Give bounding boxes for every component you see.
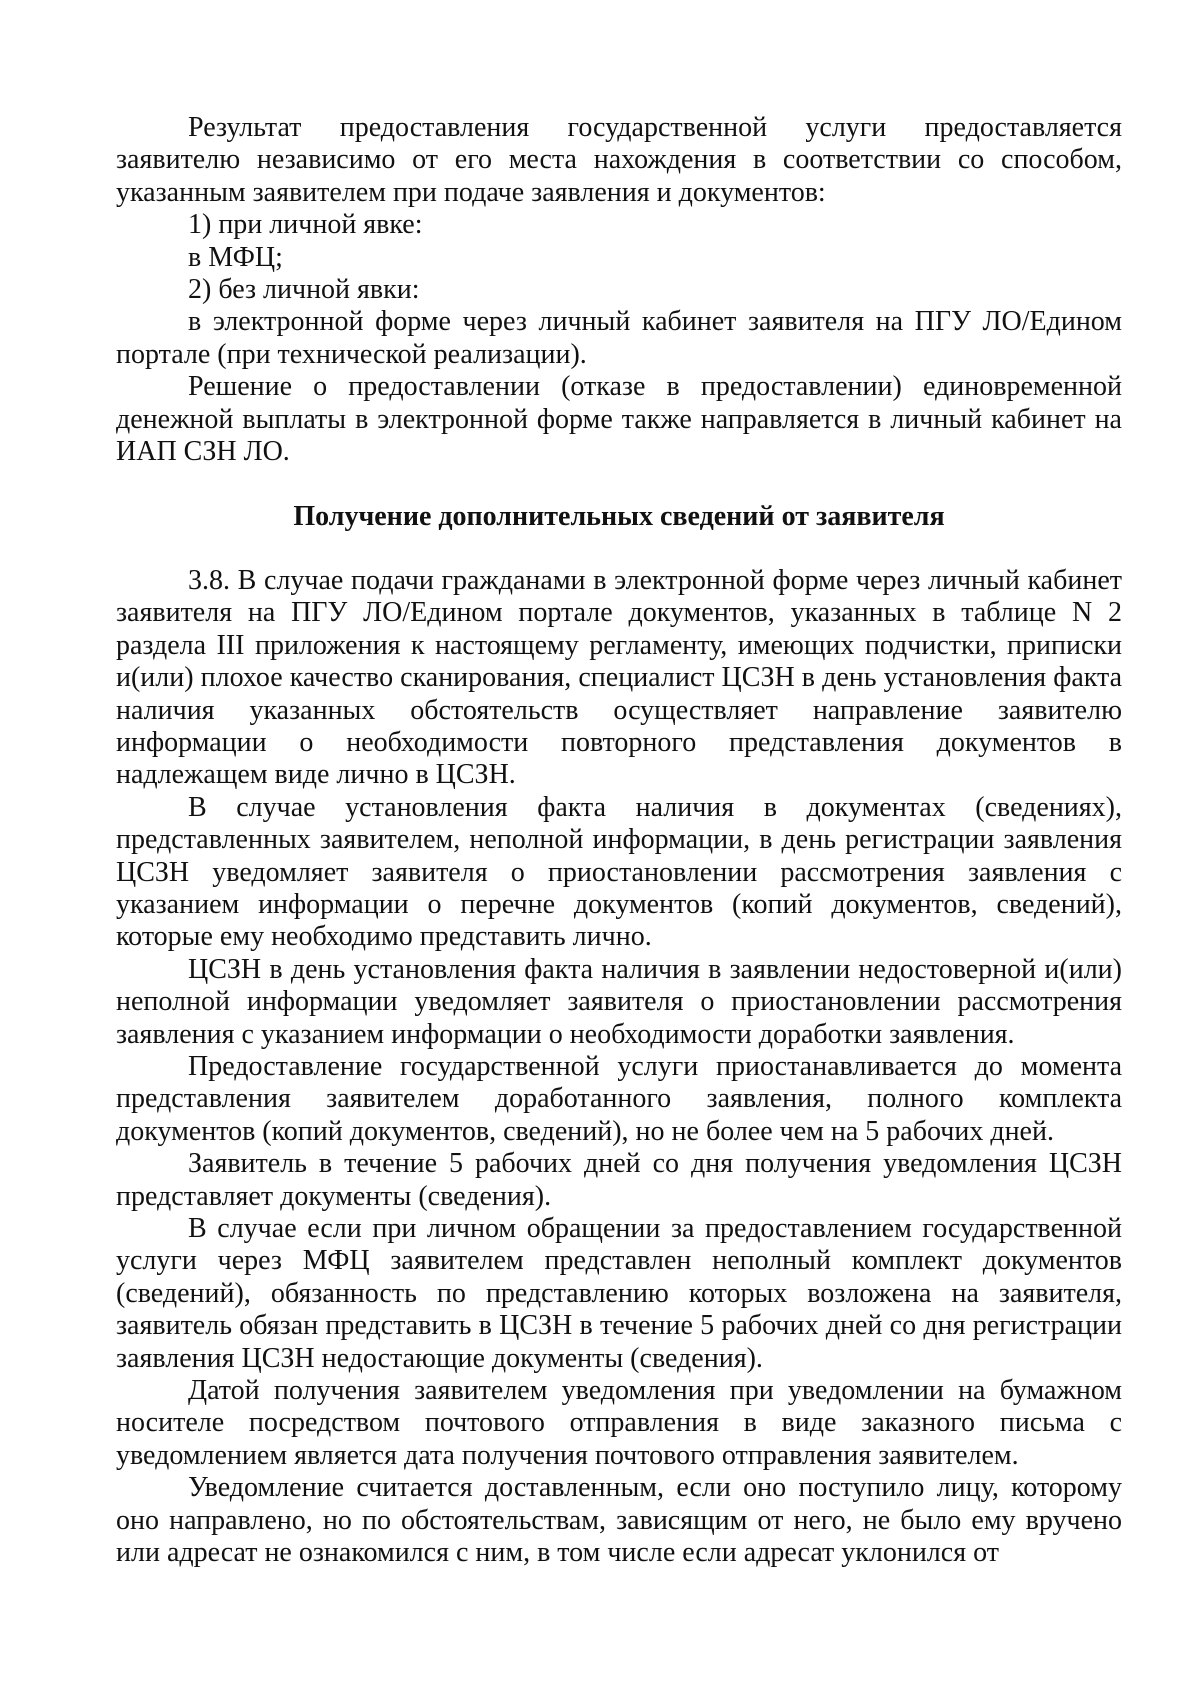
paragraph-3-8: 3.8. В случае подачи гражданами в электронной форме через личный кабинет заявителя на ПГУ ЛО/Едином портале документов, указанных в таблице N 2 раздела III приложения к настоящему регламенту, имеющих подчистки, приписки и(или) плохое качество сканирования, специалист ЦСЗН в день установления факта наличия указанных обстоятельств осуществляет направление заявителю информации о необходимости повторного представления документов в надлежащем виде лично в ЦСЗН. bbox=[116, 564, 1122, 791]
spacer bbox=[116, 534, 1122, 565]
paragraph-notification-delivered: Уведомление считается доставленным, если оно поступило лицу, которому оно направлено, но по обстоятельствам, зависящим от него, не было ему вручено или адресат не ознакомился с ним, в том числе если адресат уклонился от bbox=[116, 1472, 1122, 1569]
paragraph-suspension: Предоставление государственной услуги приостанавливается до момента представления заявителем доработанного заявления, полного комплекта документов (копий документов, сведений), но не более чем на 5 рабочих дней. bbox=[116, 1050, 1122, 1147]
paragraph-no-personal-visit: 2) без личной явки: bbox=[188, 274, 420, 306]
paragraph-incomplete-info: В случае установления факта наличия в документах (сведениях), представленных заявителем, неполной информации, в день регистрации заявления ЦСЗН уведомляет заявителя о приостановлении рассмотрения заявления с указанием информации о перечне документов (копий документов, сведений), которые ему необходимо представить лично. bbox=[116, 791, 1122, 953]
spacer bbox=[116, 468, 1122, 501]
paragraph-applicant-submits: Заявитель в течение 5 рабочих дней со дня получения уведомления ЦСЗН представляет документы (сведения). bbox=[116, 1148, 1122, 1212]
paragraph-personal-visit: 1) при личной явке: bbox=[188, 209, 423, 241]
paragraph-unreliable-info: ЦСЗН в день установления факта наличия в заявлении недостоверной и(или) неполной информации уведомляет заявителя о приостановлении рассмотрения заявления с указанием информации о необходимости доработки заявления. bbox=[116, 953, 1122, 1050]
paragraph-result: Результат предоставления государственной услуги предоставляется заявителю независимо от его места нахождения в соответствии со способом, указанным заявителем при подаче заявления и документов: bbox=[116, 112, 1122, 208]
section-heading: Получение дополнительных сведений от заявителя bbox=[293, 501, 945, 533]
document-page bbox=[116, 112, 1122, 1569]
paragraph-mfc-incomplete: В случае если при личном обращении за предоставлением государственной услуги через МФЦ заявителем представлен неполный комплект документов (сведений), обязанность по представлению которых возложена на заявителя, заявитель обязан представить в ЦСЗН в течение 5 рабочих дней со дня регистрации заявления ЦСЗН недостающие документы (сведения). bbox=[116, 1213, 1122, 1374]
paragraph-notification-date: Датой получения заявителем уведомления при уведомлении на бумажном носителе посредством почтового отправления в виде заказного письма с уведомлением является дата получения почтового отправления заявителем. bbox=[116, 1375, 1122, 1471]
paragraph-decision: Решение о предоставлении (отказе в предоставлении) единовременной денежной выплаты в электронной форме также направляется в личный кабинет на ИАП СЗН ЛО. bbox=[116, 371, 1122, 468]
paragraph-mfc: в МФЦ; bbox=[188, 241, 283, 273]
paragraph-electronic-form: в электронной форме через личный кабинет заявителя на ПГУ ЛО/Едином портале (при технической реализации). bbox=[116, 306, 1122, 370]
